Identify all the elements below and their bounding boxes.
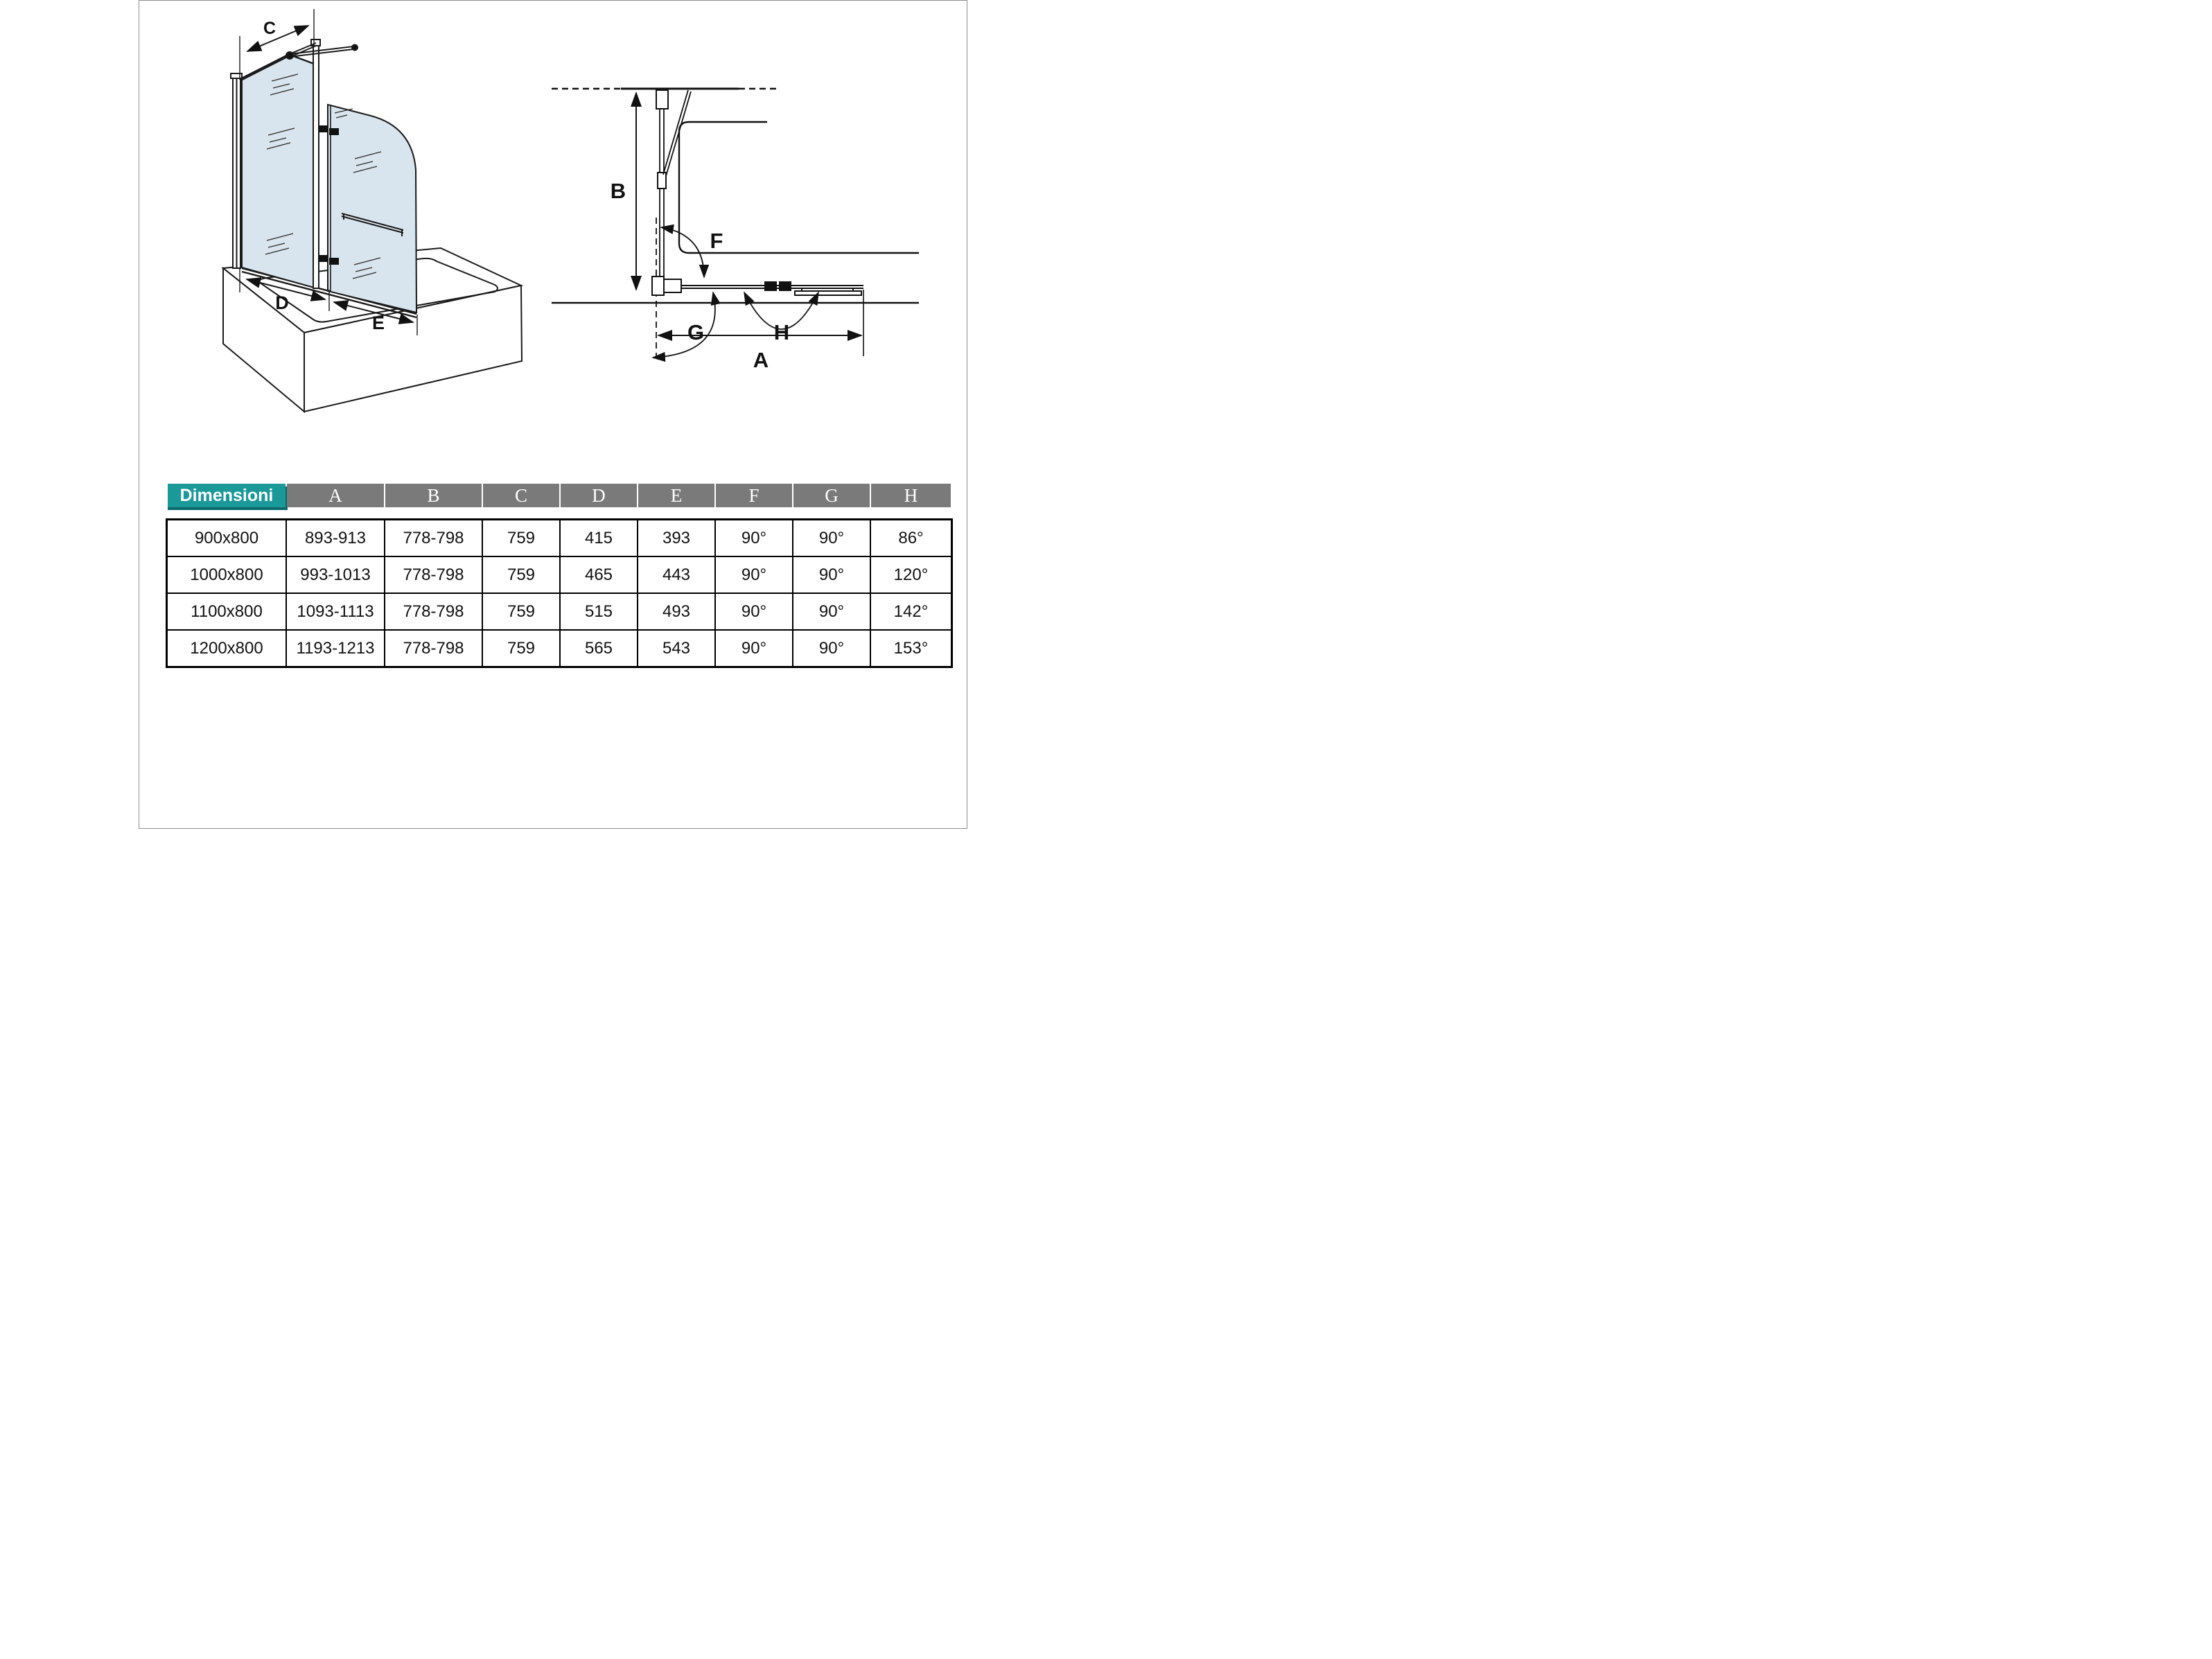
value-cell: 120°: [871, 557, 951, 592]
column-header-c: C: [483, 484, 559, 507]
value-cell: 543: [638, 631, 714, 666]
value-cell: 393: [638, 520, 714, 556]
value-cell: 993-1013: [287, 557, 384, 592]
value-cell: 565: [561, 631, 637, 666]
label-b: B: [610, 179, 626, 203]
wall-profile: [231, 73, 242, 268]
value-cell: 1093-1113: [287, 594, 384, 629]
pivot-block: [652, 276, 681, 295]
value-cell: 778-798: [385, 594, 482, 629]
value-cell: 778-798: [385, 557, 482, 592]
value-cell: 153°: [871, 631, 951, 666]
column-header-h: H: [871, 484, 951, 507]
schematic-diagram: [538, 60, 971, 437]
label-e: E: [371, 313, 385, 333]
label-d: D: [275, 292, 289, 313]
column-header-a: A: [287, 484, 384, 507]
label-h: H: [773, 320, 790, 344]
door-panel: [328, 105, 416, 313]
value-cell: 90°: [793, 594, 870, 629]
value-cell: 515: [561, 594, 637, 629]
value-cell: 90°: [716, 594, 792, 629]
value-cell: 778-798: [385, 631, 482, 666]
value-cell: 1193-1213: [287, 631, 384, 666]
value-cell: 759: [483, 594, 559, 629]
value-cell: 90°: [793, 557, 870, 592]
size-cell: 900x800: [168, 520, 286, 556]
image-frame: [139, 0, 967, 829]
label-a: A: [753, 348, 769, 372]
panel-plan: [681, 281, 863, 295]
label-g: G: [687, 320, 705, 344]
label-c: C: [263, 19, 276, 38]
value-cell: 759: [483, 557, 559, 592]
value-cell: 465: [561, 557, 637, 592]
size-cell: 1100x800: [168, 594, 286, 629]
wall-profile-plan: [656, 89, 668, 278]
column-header-b: B: [385, 484, 482, 507]
angle-h: [744, 292, 818, 344]
value-cell: 759: [483, 631, 559, 666]
hinge-icon: [764, 281, 777, 291]
table-body: [166, 518, 953, 668]
support-bar: [286, 43, 358, 59]
column-header-g: G: [793, 484, 870, 507]
page: [0, 0, 1106, 830]
value-cell: 142°: [871, 594, 951, 629]
value-cell: 90°: [716, 520, 792, 556]
value-cell: 893-913: [287, 520, 384, 556]
value-cell: 90°: [716, 557, 792, 592]
label-f: F: [710, 229, 723, 253]
value-cell: 90°: [793, 520, 870, 556]
size-cell: 1200x800: [168, 631, 286, 666]
value-cell: 90°: [793, 631, 870, 666]
value-cell: 759: [483, 520, 559, 556]
hinge-icon: [779, 281, 791, 291]
perspective-diagram: [145, 3, 547, 419]
column-header-e: E: [638, 484, 714, 507]
table-header-dimensioni: Dimensioni: [168, 484, 286, 507]
fixed-panel: [242, 55, 314, 288]
column-header-d: D: [561, 484, 637, 507]
value-cell: 443: [638, 557, 714, 592]
towel-bar-plan: [795, 288, 861, 295]
size-cell: 1000x800: [168, 557, 286, 592]
value-cell: 90°: [716, 631, 792, 666]
dimension-b: [611, 93, 636, 290]
dimensions-table: [166, 482, 953, 668]
column-header-f: F: [716, 484, 792, 507]
value-cell: 86°: [871, 520, 951, 556]
value-cell: 778-798: [385, 520, 482, 556]
value-cell: 415: [561, 520, 637, 556]
value-cell: 493: [638, 594, 714, 629]
table-header-row: [166, 482, 953, 509]
